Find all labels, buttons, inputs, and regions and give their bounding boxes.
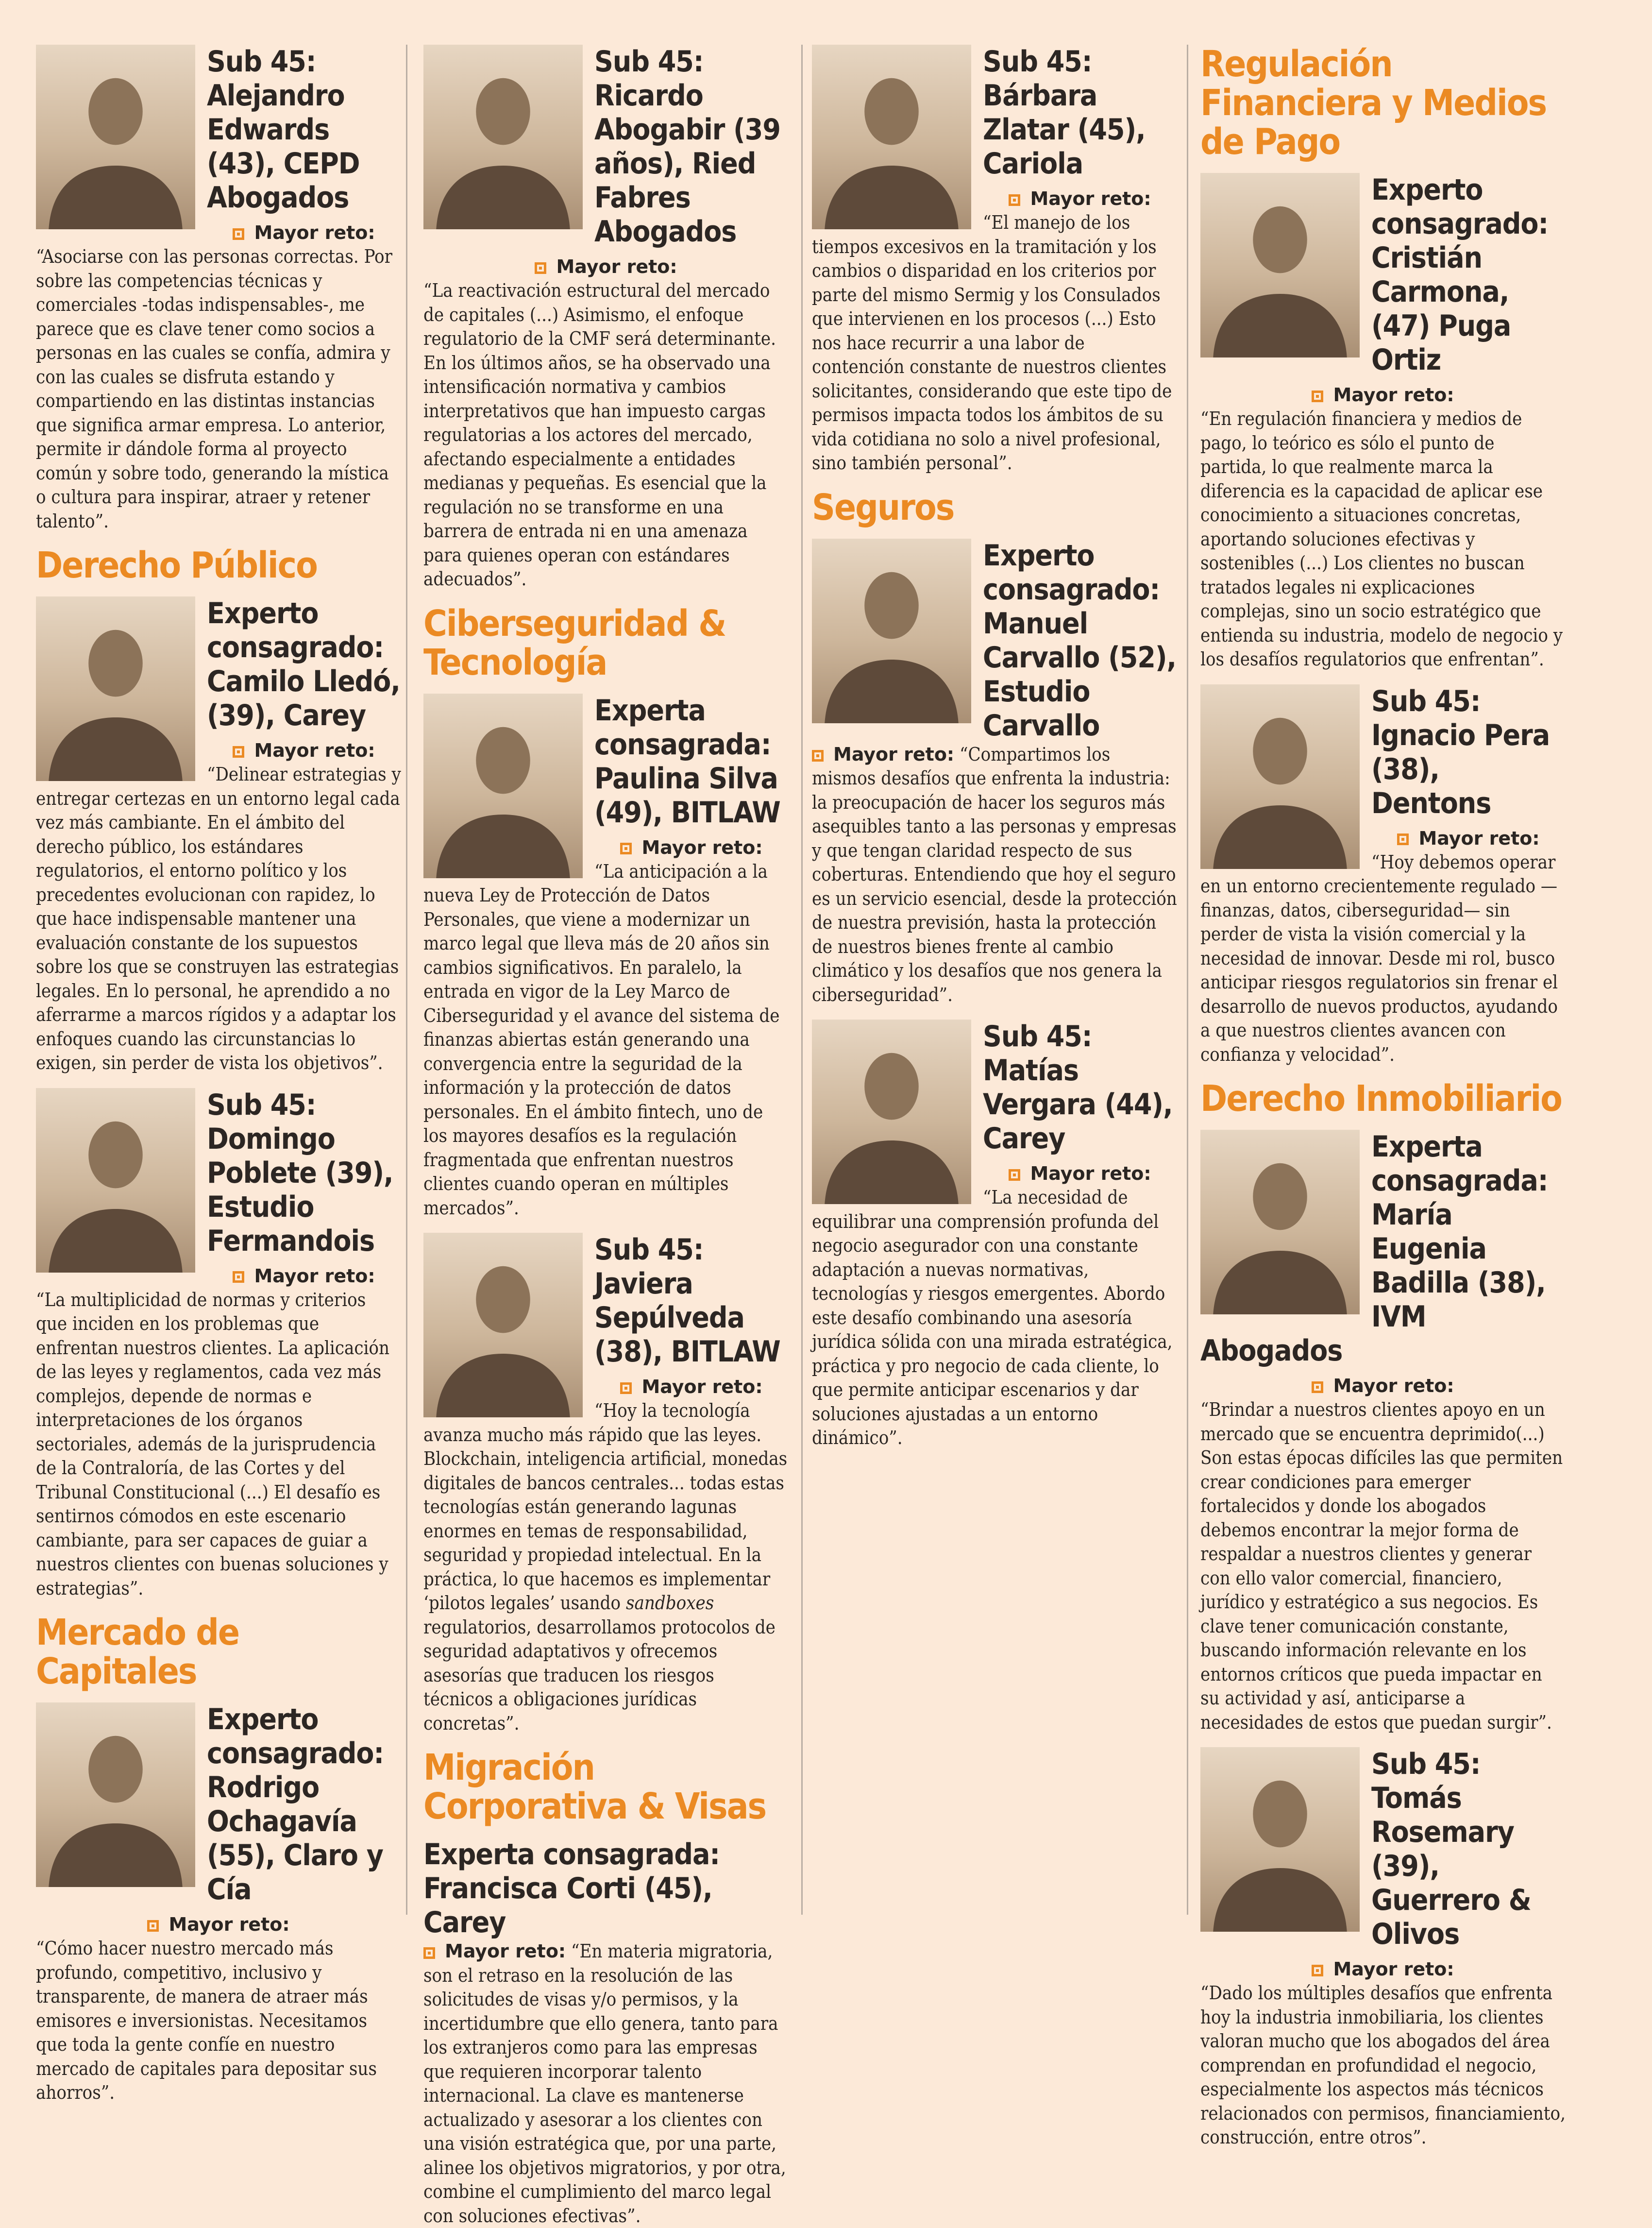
column-2 — [423, 45, 789, 2227]
bullet-icon — [233, 1271, 244, 1283]
column-divider — [406, 45, 407, 1915]
profile-quote: Mayor reto: “En materia migratoria, son el retraso en la resolución de las solicitudes de visas y/o permisos, y la incertidumbre que ello genera, tanto para los extranjeros como para las empresas que requieren incorporar talento internacional. La clave es mantenerse actualizado y asesorar a los clientes con una visión estratégica que, por una parte, alinee los objetivos migratorios, y por otra, combine el cumplimiento del marco legal con soluciones efectivas”. — [423, 1940, 786, 2227]
reto-label: Mayor reto: — [423, 1375, 789, 1399]
reto-label: Mayor reto: — [423, 835, 789, 860]
reto-label: Mayor reto: — [812, 187, 1177, 211]
profile-ochagavia — [36, 1702, 401, 2105]
profile-quote: “En regulación financiera y medios de pago, lo teórico es sólo el punto de partida, lo que realmente marca la diferencia es la capacidad de aplicar ese conocimiento a situaciones concretas, aportando soluciones efectivas y sostenibles (...) Los clientes no buscan tratados legales ni explicaciones complejas, sino un socio estratégico que entienda su industria, modelo de negocio y los desafíos regulatorios que enfrentan”. — [1200, 408, 1563, 670]
person-silhouette — [812, 539, 971, 723]
profile-name: Experto consagrado: Manuel Carvallo (52), Estudio Carvallo — [983, 538, 1177, 743]
profile-poblete — [36, 1088, 401, 1601]
profile-quote: “El manejo de los tiempos excesivos en la tramitación y los cambios o disparidad en los criterios por parte del mismo Sermig y los Consulados que intervienen en los procesos (...) Esto nos hace recurrir a una labor de contención constante de nuestros clientes solicitantes, considerando que este tipo de permisos impacta todos los ámbitos de su vida cotidiana no solo a nivel profesional, sino también personal”. — [812, 212, 1172, 474]
person-silhouette — [1200, 684, 1360, 869]
portrait-photo — [1200, 1747, 1360, 1932]
person-silhouette — [1200, 173, 1360, 357]
profile-quote: “La anticipación a la nueva Ley de Protección de Datos Personales, que viene a modernizar un marco legal que lleva más de 20 años sin cambios significativos. En paralelo, la entrada en vigor de la Ley Marco de Ciberseguridad y el avance del sistema de finanzas abiertas están generando una convergencia entre la seguridad de la información y la protección de datos personales. En el ámbito fintech, uno de los mayores desafíos es la regulación fragmentada que enfrentan nuestros clientes cuando operan en múltiples mercados”. — [423, 860, 780, 1219]
profile-name: Experto consagrado: Camilo Lledó, (39), Carey — [207, 596, 400, 732]
bullet-icon — [233, 746, 244, 758]
person-silhouette — [423, 1233, 583, 1417]
reto-label: Mayor reto: — [1200, 1374, 1566, 1398]
profile-lledo — [36, 596, 401, 1075]
profile-name: Sub 45: Bárbara Zlatar (45), Cariola — [983, 45, 1146, 181]
bullet-icon — [812, 750, 824, 762]
profile-quote: “Hoy la tecnología avanza mucho más rápido que las leyes. Blockchain, inteligencia artificial, monedas digitales de bancos centrales... todas estas tecnologías están generando lagunas enormes en temas de responsabilidad, seguridad y propiedad intelectual. En la práctica, lo que hacemos es implementar ‘pilotos legales’ usando sandboxes regulatorios, desarrollamos protocolos de seguridad adaptativos y ofrecemos asesorías que traducen los riesgos técnicos a obligaciones jurídicas concretas”. — [423, 1400, 788, 1734]
bullet-icon — [620, 843, 632, 854]
profile-name: Experto consagrado: Rodrigo Ochagavía (55), Claro y Cía — [207, 1702, 384, 1906]
section-title: Ciberseguridad & Tecnología — [423, 602, 726, 683]
portrait-photo — [1200, 173, 1360, 357]
reto-label: Mayor reto: — [1200, 383, 1566, 407]
bullet-icon — [1009, 1169, 1020, 1181]
profile-vergara — [812, 1020, 1177, 1450]
bullet-icon — [423, 1947, 435, 1959]
profile-quote: “Dado los múltiples desafíos que enfrenta hoy la industria inmobiliaria, los clientes valoran mucho que los abogados del área comprendan en profundidad el negocio, especialmente los aspectos más técnicos relacionados con permisos, financiamiento, construcción, entre otros”. — [1200, 1982, 1566, 2148]
profile-name: Experta consagrada: Francisca Corti (45), Carey — [423, 1837, 720, 1939]
profile-name: Experta consagrada: Paulina Silva (49), BITLAW — [594, 693, 780, 830]
portrait-photo — [36, 1702, 195, 1887]
person-silhouette — [1200, 1130, 1360, 1314]
profile-pera — [1200, 684, 1566, 1067]
bullet-icon — [233, 228, 244, 240]
portrait-photo — [423, 1233, 583, 1417]
bullet-icon — [1312, 391, 1323, 402]
profile-name: Sub 45: Javiera Sepúlveda (38), BITLAW — [594, 1233, 780, 1369]
section-title: Migración Corporativa & Visas — [423, 1747, 766, 1827]
profile-name: Sub 45: Ricardo Abogabir (39 años), Ried Fabres Abogados — [594, 45, 780, 249]
profile-quote: Mayor reto: “Compartimos los mismos desafíos que enfrenta la industria: la preocupación de hacer los seguros más asequibles tanto a las personas y empresas y que tengan claridad respecto de sus coberturas. Entendiendo que hoy el seguro es un servicio esencial, desde la protección de nuestra previsión, hasta la protección de nuestros bienes frente al cambio climático y los desafíos que nos genera la ciberseguridad”. — [812, 743, 1177, 1005]
portrait-photo — [1200, 1130, 1360, 1314]
portrait-photo — [812, 45, 971, 229]
column-divider — [1187, 45, 1188, 1915]
profile-name: Sub 45: Alejandro Edwards (43), CEPD Abogados — [207, 45, 360, 215]
profile-name: Sub 45: Domingo Poblete (39), Estudio Fermandois — [207, 1088, 393, 1258]
reto-label: Mayor reto: — [36, 221, 401, 245]
person-silhouette — [423, 45, 583, 229]
person-silhouette — [1200, 1747, 1360, 1932]
reto-label: Mayor reto: — [36, 738, 401, 763]
profile-name: Sub 45: Ignacio Pera (38), Dentons — [1371, 684, 1550, 820]
bullet-icon — [535, 262, 546, 274]
reto-label: Mayor reto: — [812, 1161, 1177, 1186]
profile-carvallo — [812, 539, 1177, 1007]
profile-name: Experta consagrada: María Eugenia Badilla (38), IVM Abogados — [1200, 1130, 1548, 1368]
column-divider — [801, 45, 803, 1915]
column-1 — [36, 45, 401, 2103]
profile-quote: “Cómo hacer nuestro mercado más profundo, competitivo, inclusivo y transparente, de manera de atraer más emisores e inversionistas. Necesitamos que toda la gente confíe en nuestro mercado de capitales para depositar sus ahorros”. — [36, 1938, 377, 2103]
bullet-icon — [1312, 1381, 1323, 1393]
profile-quote: “Asociarse con las personas correctas. Por sobre las competencias técnicas y comerciales -todas indispensables-, me parece que es clave tener como socios a personas en las cuales se confía, admira y con las cuales se disfruta estando y compartiendo en las distintas instancias que significa armar empresa. Lo anterior, permite ir dándole forma al proyecto común y sobre todo, generando la mística o cultura para inspirar, atraer y retener talento”. — [36, 246, 392, 532]
person-silhouette — [812, 45, 971, 229]
person-silhouette — [423, 694, 583, 878]
portrait-photo — [812, 539, 971, 723]
section-title: Regulación Financiera y Medios de Pago — [1200, 43, 1547, 163]
profile-rosemary — [1200, 1747, 1566, 2150]
portrait-photo — [423, 694, 583, 878]
reto-label: Mayor reto: — [423, 255, 789, 279]
profile-name: Sub 45: Tomás Rosemary (39), Guerrero & Olivos — [1371, 1747, 1531, 1951]
portrait-photo — [36, 45, 195, 229]
bullet-icon — [1397, 833, 1409, 845]
reto-label: Mayor reto: — [36, 1912, 401, 1937]
portrait-photo — [1200, 684, 1360, 869]
section-title: Mercado de Capitales — [36, 1612, 239, 1692]
profile-quote: “La necesidad de equilibrar una comprensión profunda del negocio asegurador con una constante adaptación a nuevas normativas, tecnologías y riesgos emergentes. Abordo este desafío combinando una asesoría jurídica sólida con una mirada estratégica, práctica y pro negocio de cada cliente, lo que permite anticipar escenarios y dar soluciones ajustadas a un entorno dinámico”. — [812, 1187, 1173, 1448]
person-silhouette — [812, 1020, 971, 1204]
section-title: Seguros — [812, 486, 954, 528]
profile-corti — [423, 1837, 789, 2228]
column-4 — [1200, 43, 1566, 2148]
reto-label: Mayor reto: — [36, 1264, 401, 1288]
bullet-icon — [620, 1382, 632, 1394]
profile-carmona — [1200, 173, 1566, 672]
profile-name: Sub 45: Matías Vergara (44), Carey — [983, 1020, 1173, 1156]
column-3 — [812, 45, 1177, 1958]
profile-name: Experto consagrado: Cristián Carmona, (47) Puga Ortiz — [1371, 173, 1549, 377]
profile-quote: “Delinear estrategias y entregar certezas en un entorno legal cada vez más cambiante. En el ámbito del derecho público, los estándares regulatorios, el entorno político y los precedentes evolucionan con rapidez, lo que hace indispensable mantener una evaluación constante de los supuestos sobre los que se construyen las estrategias legales. En lo personal, he aprendido a no aferrarme a marcos rígidos y a adaptar los enfoques cuando las circunstancias lo exigen, sin perder de vista los objetivos”. — [36, 764, 401, 1073]
portrait-photo — [423, 45, 583, 229]
bullet-icon — [1009, 194, 1020, 206]
portrait-photo — [36, 596, 195, 781]
profile-quote: “La reactivación estructural del mercado de capitales (...) Asimismo, el enfoque regulatorio de la CMF será determinante. En los últimos años, se ha observado una intensificación normativa y cambios interpretativos que han impuesto cargas regulatorias a los actores del mercado, afectando especialmente a entidades medianas y pequeñas. Es esencial que la regulación no se transforme en una barrera de entrada ni en una amenaza para quienes operan con estándares adecuados”. — [423, 280, 776, 590]
profile-quote: “Hoy debemos operar en un entorno crecientemente regulado —finanzas, datos, ciberseguridad— sin perder de vista la visión comercial y la necesidad de innovar. Desde mi rol, busco anticipar riesgos regulatorios sin frenar el desarrollo de nuevos productos, ayudando a que nuestros clientes avancen con confianza y velocidad”. — [1200, 851, 1558, 1065]
person-silhouette — [36, 45, 195, 229]
person-silhouette — [36, 1088, 195, 1273]
profile-abogabir — [423, 45, 789, 592]
profile-quote: “La multiplicidad de normas y criterios que inciden en los problemas que enfrentan nuestros clientes. La aplicación de las leyes y reglamentos, cada vez más complejos, depende de normas e interpretaciones de los órganos sectoriales, además de la jurisprudencia de la Contraloría, de las Cortes y del Tribunal Constitucional (...) El desafío es sentirnos cómodos en este escenario cambiante, para ser capaces de guiar a nuestros clientes con buenas soluciones y estrategias”. — [36, 1289, 390, 1599]
portrait-photo — [36, 1088, 195, 1273]
profile-silva — [423, 694, 789, 1221]
person-silhouette — [36, 1702, 195, 1887]
profile-edwards — [36, 45, 401, 533]
portrait-photo — [812, 1020, 971, 1204]
section-title: Derecho Público — [36, 544, 317, 586]
bullet-icon — [1312, 1965, 1323, 1976]
profile-zlatar — [812, 45, 1177, 476]
profile-quote: “Brindar a nuestros clientes apoyo en un mercado que se encuentra deprimido(...) Son estas épocas difíciles las que permiten crear condiciones para emerger fortalecidos y donde los abogados debemos encontrar la mejor forma de respaldar a nuestros clientes y generar con ello valor comercial, financiero, jurídico y estratégico a sus negocios. Es clave tener comunicación constante, buscando información relevante en los entornos críticos que pueda impactar en su actividad y así, anticiparse a necesidades de estos que puedan surgir”. — [1200, 1399, 1563, 1733]
reto-label: Mayor reto: — [1200, 1957, 1566, 1981]
reto-label: Mayor reto: — [1200, 826, 1566, 850]
bullet-icon — [147, 1920, 159, 1932]
person-silhouette — [36, 596, 195, 781]
profile-sepulveda — [423, 1233, 789, 1735]
profile-badilla — [1200, 1130, 1566, 1735]
section-title: Derecho Inmobiliario — [1200, 1078, 1562, 1120]
